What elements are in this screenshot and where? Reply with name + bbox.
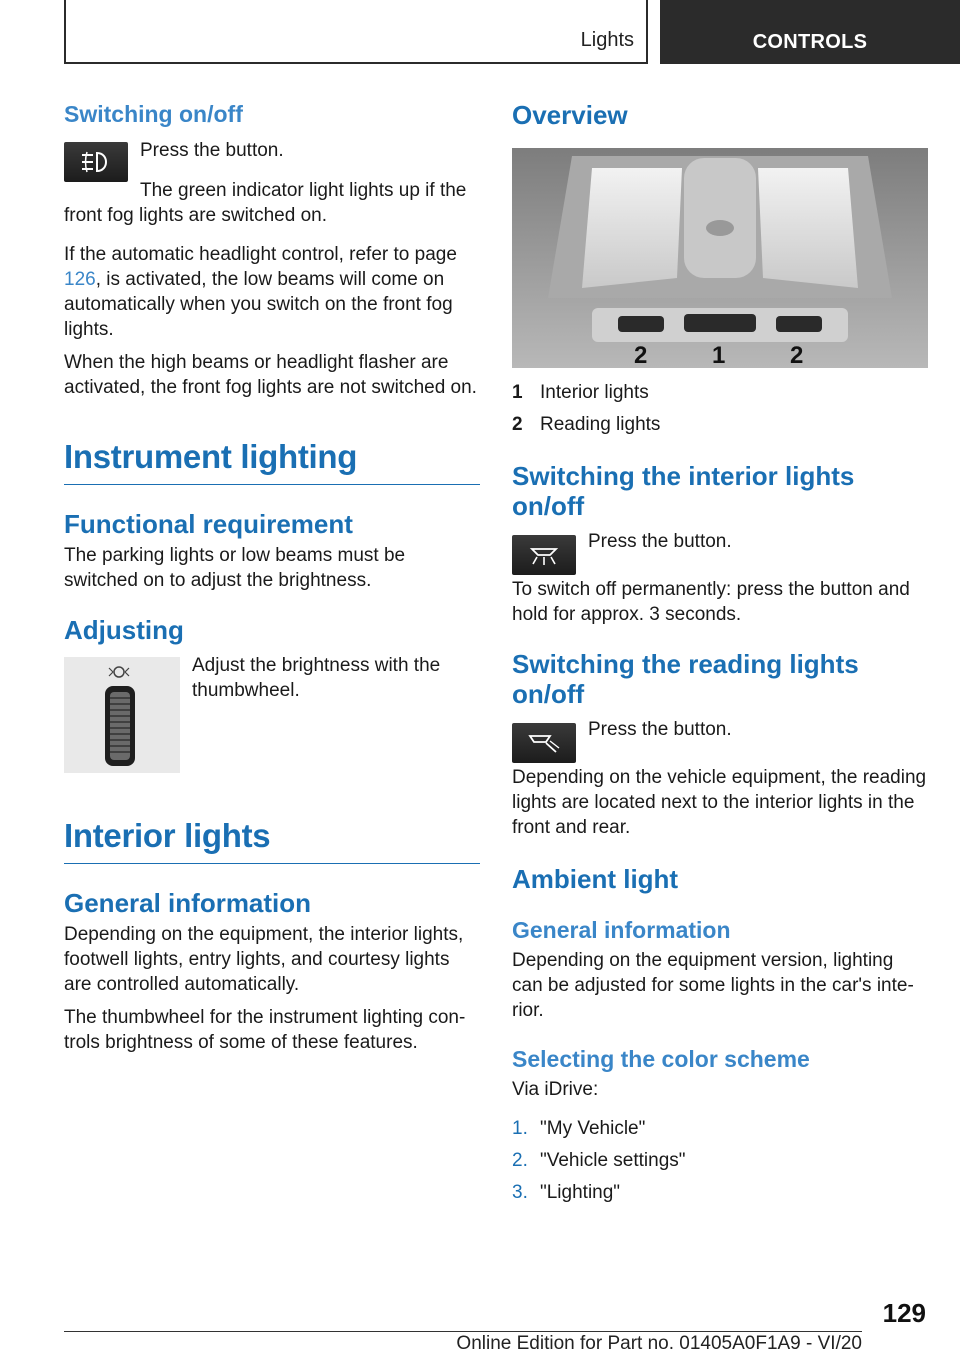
interior-press-text: Press the button.: [588, 531, 732, 552]
left-column: [64, 100, 480, 1063]
fog-indicator-text: [64, 178, 480, 228]
step-text: "Vehicle settings": [540, 1150, 686, 1171]
legend-text: Interior lights: [540, 382, 649, 403]
fog-light-instruction: [64, 138, 480, 182]
functional-requirement-text: The parking lights or low beams must be switched on to adjust the brightness.: [64, 545, 406, 591]
general-information-heading: General information: [64, 888, 312, 918]
reading-location-text: Depending on the vehicle equipment, the reading lights are located next to the interior lights in the front and rear.: [512, 767, 927, 838]
step-number: 1.: [512, 1118, 528, 1139]
step-text: "Lighting": [540, 1182, 621, 1203]
general-information-text-1: Depending on the equipment, the interior lights, footwell lights, entry lights, and courtesy lights are controlled automatically.: [64, 924, 464, 995]
legend-item-interior: [512, 380, 928, 405]
reading-light-instruction: [512, 719, 928, 763]
step-item: [512, 1148, 928, 1173]
auto-headlight-text-a: If the automatic headlight control, refer to page: [64, 244, 457, 265]
legend-num: 2: [512, 414, 523, 435]
legend-num: 1: [512, 382, 523, 403]
step-item: [512, 1180, 928, 1205]
general-information-text-2: The thumbwheel for the instrument lighting controls brightness of some of these features.: [64, 1007, 466, 1053]
step-item: [512, 1116, 928, 1141]
step-number: 2.: [512, 1150, 528, 1171]
interior-switch-heading: Switching the interior lights on/off: [512, 461, 855, 521]
legend-text: Reading lights: [540, 414, 661, 435]
ambient-general-heading: General information: [512, 917, 731, 943]
header-chapter-title: CONTROLS: [752, 31, 868, 53]
overhead-console-photo: [512, 148, 928, 368]
via-idrive-text: Via iDrive:: [512, 1079, 599, 1100]
photo-label-reading-right: 2: [790, 342, 804, 368]
switching-on-off-heading: Switching on/off: [64, 101, 243, 127]
step-number: 3.: [512, 1182, 528, 1203]
thumbwheel-text: Adjust the brightness with the thumbwheel.: [192, 655, 441, 701]
thumbwheel-instruction: [64, 657, 480, 773]
fog-press-text: Press the button.: [140, 140, 284, 161]
step-text: "My Vehicle": [540, 1118, 646, 1139]
interior-light-instruction: [512, 531, 928, 575]
edition-text: Online Edition for Part no. 01405A0F1A9 - VI/20: [456, 1333, 862, 1354]
photo-label-interior: 1: [712, 342, 726, 368]
photo-label-reading-left: 2: [634, 342, 648, 368]
instrument-lighting-heading: Instrument lighting: [64, 438, 480, 485]
footer-divider: [64, 1331, 862, 1332]
header-section-box: [64, 0, 648, 64]
ambient-general-text: Depending on the equipment version, lighting can be adjusted for some lights in the car's interior.: [512, 950, 914, 1021]
page-number: 129: [882, 1298, 926, 1328]
right-column: [512, 100, 928, 1212]
legend-item-reading: [512, 412, 928, 437]
fog-light-button-icon: [64, 142, 128, 182]
header-chapter-box: [660, 0, 960, 64]
overview-heading: Overview: [512, 100, 628, 130]
ambient-light-heading: Ambient light: [512, 864, 679, 894]
thumbwheel-image: [64, 657, 180, 773]
functional-requirement-heading: Functional requirement: [64, 509, 353, 539]
adjusting-heading: Adjusting: [64, 615, 184, 645]
high-beam-text: When the high beams or headlight flasher are activated, the front fog lights are not switched on.: [64, 352, 477, 398]
page-126-link[interactable]: 126: [64, 269, 96, 290]
fog-indicator-text-content: The green indicator light lights up if the front fog lights are switched on.: [64, 180, 467, 226]
header-section-title: Lights: [580, 29, 634, 51]
interior-light-button-icon: [512, 535, 576, 575]
auto-headlight-text-b: , is activated, the low beams will come on automatically when you switch on the front fog lights.: [64, 269, 453, 340]
reading-switch-heading: Switching the reading lights on/off: [512, 649, 859, 709]
color-scheme-heading: Selecting the color scheme: [512, 1046, 810, 1072]
interior-switch-off-text: To switch off permanently: press the button and hold for approx. 3 seconds.: [512, 579, 910, 625]
auto-headlight-text: [64, 242, 480, 342]
photo-legend: [512, 380, 928, 437]
idrive-steps: [512, 1116, 928, 1205]
interior-lights-heading: Interior lights: [64, 817, 480, 864]
reading-light-button-icon: [512, 723, 576, 763]
reading-press-text: Press the button.: [588, 719, 732, 740]
